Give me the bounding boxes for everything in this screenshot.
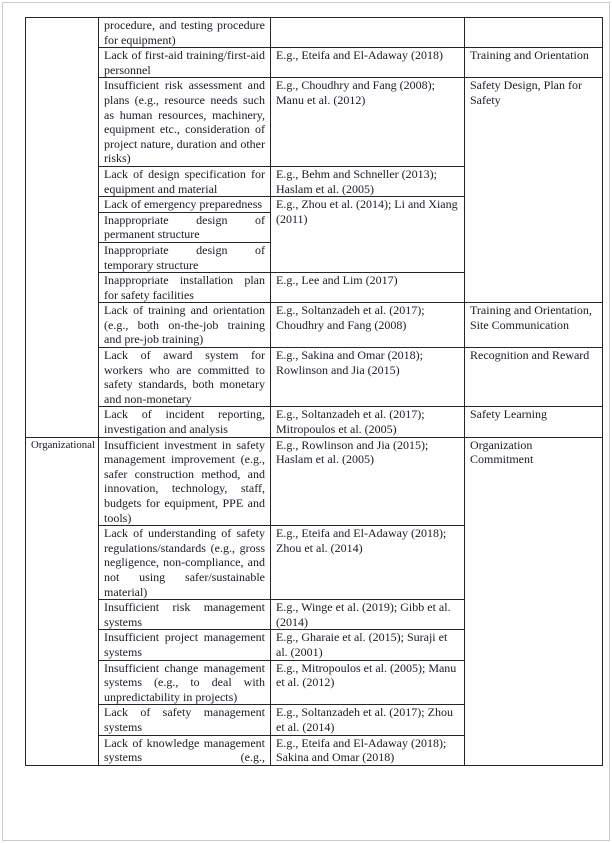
factor-cell: Lack of incident reporting, investigation and analysis: [99, 407, 271, 437]
factor-cell: Lack of award system for workers who are committed to safety standards, both monetary and non-monetary: [99, 348, 271, 407]
factor-cell: Lack of first-aid training/first-aid personnel: [99, 48, 271, 78]
theme-cell: Recognition and Reward: [465, 348, 603, 407]
factor-cell: Lack of safety management systems: [99, 705, 271, 735]
references-cell: E.g., Eteifa and El-Adaway (2018): [271, 48, 465, 78]
references-cell: E.g., Zhou et al. (2014); Li and Xiang (2011): [271, 197, 465, 273]
references-cell: E.g., Behm and Schneller (2013); Haslam et al. (2005): [271, 166, 465, 196]
table-row: [26, 18, 603, 48]
table-row: [26, 78, 603, 167]
references-cell: E.g., Soltanzadeh et al. (2017); Mitropoulos et al. (2005): [271, 407, 465, 437]
references-cell: E.g., Winge et al. (2019); Gibb et al. (2014): [271, 600, 465, 630]
table-row: [26, 48, 603, 78]
theme-cell: Safety Design, Plan for Safety: [465, 78, 603, 303]
theme-cell: [465, 18, 603, 48]
factor-cell: Lack of design specification for equipment and material: [99, 166, 271, 196]
factor-cell: Inappropriate design of permanent structure: [99, 212, 271, 242]
references-cell: E.g., Lee and Lim (2017): [271, 273, 465, 303]
theme-cell: Training and Orientation: [465, 48, 603, 78]
safety-factors-table: [25, 17, 603, 766]
category-cell: [26, 18, 99, 438]
references-cell: E.g., Eteifa and El-Adaway (2018); Sakina and Omar (2018): [271, 735, 465, 765]
factor-cell: procedure, and testing procedure for equipment): [99, 18, 271, 48]
references-cell: E.g., Eteifa and El-Adaway (2018); Zhou et al. (2014): [271, 526, 465, 600]
factor-cell: Insufficient risk management systems: [99, 600, 271, 630]
factor-cell: Lack of understanding of safety regulations/standards (e.g., gross negligence, non-compliance, and not using safer/sustainable material): [99, 526, 271, 600]
factor-cell: Insufficient change management systems (e.g., to deal with unpredictability in projects): [99, 660, 271, 705]
factor-cell: Insufficient project management systems: [99, 630, 271, 660]
theme-cell: Organization Commitment: [465, 437, 603, 765]
references-cell: E.g., Choudhry and Fang (2008); Manu et al. (2012): [271, 78, 465, 167]
theme-cell: Safety Learning: [465, 407, 603, 437]
table-row: [26, 303, 603, 348]
table-row: [26, 348, 603, 407]
references-cell: E.g., Soltanzadeh et al. (2017); Choudhry and Fang (2008): [271, 303, 465, 348]
theme-cell: Training and Orientation, Site Communication: [465, 303, 603, 348]
category-cell: Organizational: [26, 437, 99, 765]
document-page: [2, 2, 610, 841]
references-cell: [271, 18, 465, 48]
factor-cell: Inappropriate installation plan for safety facilities: [99, 273, 271, 303]
factor-cell: Lack of emergency preparedness: [99, 197, 271, 213]
factor-cell: Lack of knowledge management systems (e.g.,: [99, 735, 271, 765]
factor-cell: Lack of training and orientation (e.g., both on-the-job training and pre-job training): [99, 303, 271, 348]
factor-cell: Insufficient investment in safety management improvement (e.g., safer construction method, and innovation, technology, staff, budgets for equipment, PPE and tools): [99, 437, 271, 526]
factor-cell: Insufficient risk assessment and plans (e.g., resource needs such as human resources, machinery, equipment etc., consideration of project nature, duration and other risks): [99, 78, 271, 167]
table-row: [26, 437, 603, 526]
references-cell: E.g., Soltanzadeh et al. (2017); Zhou et al. (2014): [271, 705, 465, 735]
references-cell: E.g., Gharaie et al. (2015); Suraji et al. (2001): [271, 630, 465, 660]
references-cell: E.g., Rowlinson and Jia (2015); Haslam et al. (2005): [271, 437, 465, 526]
references-cell: E.g., Sakina and Omar (2018); Rowlinson and Jia (2015): [271, 348, 465, 407]
factor-cell: Inappropriate design of temporary structure: [99, 242, 271, 272]
references-cell: E.g., Mitropoulos et al. (2005); Manu et al. (2012): [271, 660, 465, 705]
table-row: [26, 407, 603, 437]
